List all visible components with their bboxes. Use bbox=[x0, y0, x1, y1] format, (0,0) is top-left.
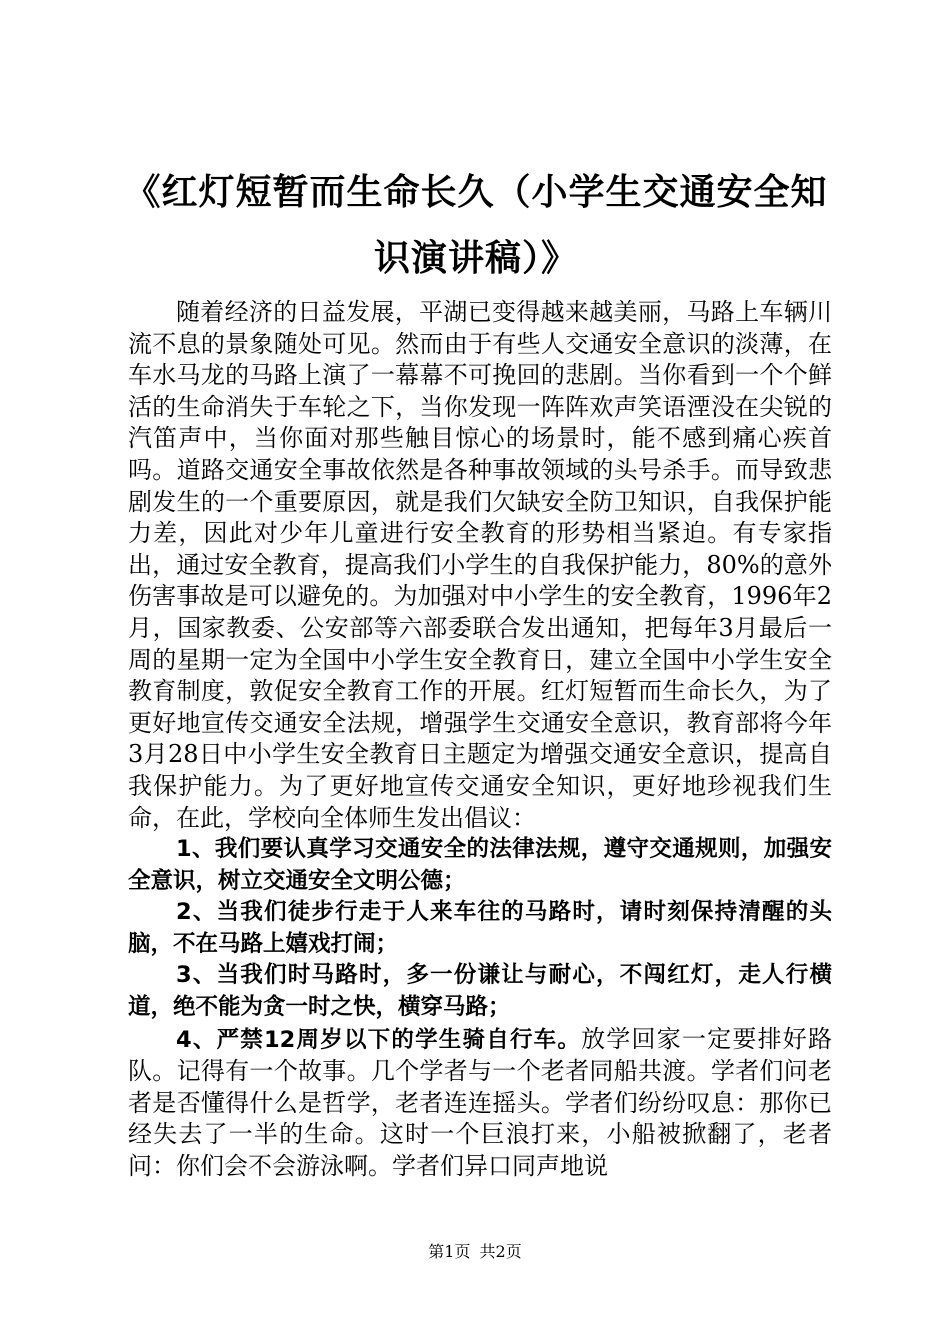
proposal-item-2: 2、当我们徒步行走于人来车往的马路时，请时刻保持清醒的头脑，不在马路上嬉戏打闹； bbox=[128, 899, 832, 957]
proposal-item-1: 1、我们要认真学习交通安全的法律法规，遵守交通规则，加强安全意识，树立交通安全文明公德； bbox=[128, 836, 832, 894]
proposal-item-3: 3、当我们时马路时，多一份谦让与耐心，不闯红灯，走人行横道，绝不能为贪一时之快，横穿马路； bbox=[128, 962, 832, 1021]
page-number: 第1页 bbox=[428, 1242, 471, 1261]
proposal-item-4-heading: 4、严禁12周岁以下的学生骑自行车。 bbox=[176, 1026, 582, 1053]
proposal-item-4-text: 放学回家一定要排好路队。记得有一个故事。几个学者与一个老者同船共渡。学者们问老者是否懂得什么是哲学，老者连连摇头。学者们纷纷叹息：那你已经失去了一半的生命。这时一个巨浪打来，小船被掀翻了，老者问：你们会不会游泳啊。学者们异口同声地说 bbox=[128, 1024, 833, 1181]
page-total: 共2页 bbox=[479, 1242, 522, 1261]
document-body bbox=[128, 297, 832, 1183]
page-footer bbox=[0, 1240, 950, 1264]
proposal-item-4 bbox=[128, 1024, 832, 1183]
intro-paragraph: 随着经济的日益发展，平湖已变得越来越美丽，马路上车辆川流不息的景象随处可见。然而由于有些人交通安全意识的淡薄，在车水马龙的马路上演了一幕幕不可挽回的悲剧。当你看到一个个鲜活的生命消失于车轮之下，当你发现一阵阵欢声笑语湮没在尖锐的汽笛声中，当你面对那些触目惊心的场景时，能不感到痛心疾首吗。道路交通安全事故依然是各种事故领域的头号杀手。而导致悲剧发生的一个重要原因，就是我们欠缺安全防卫知识，自我保护能力差，因此对少年儿童进行安全教育的形势相当紧迫。有专家指出，通过安全教育，提高我们小学生的自我保护能力，80%的意外伤害事故是可以避免的。为加强对中小学生的安全教育，1996年2月，国家教委、公安部等六部委联合发出通知，把每年3月最后一周的星期一定为全国中小学生安全教育日，建立全国中小学生安全教育制度，敦促安全教育工作的开展。红灯短暂而生命长久，为了更好地宣传交通安全法规，增强学生交通安全意识，教育部将今年3月28日中小学生安全教育日主题定为增强交通安全意识，提高自我保护能力。为了更好地宣传交通安全知识，更好地珍视我们生命，在此，学校向全体师生发出倡议： bbox=[128, 298, 832, 832]
document-title: 《红灯短暂而生命长久（小学生交通安全知识演讲稿）》 bbox=[124, 172, 828, 279]
